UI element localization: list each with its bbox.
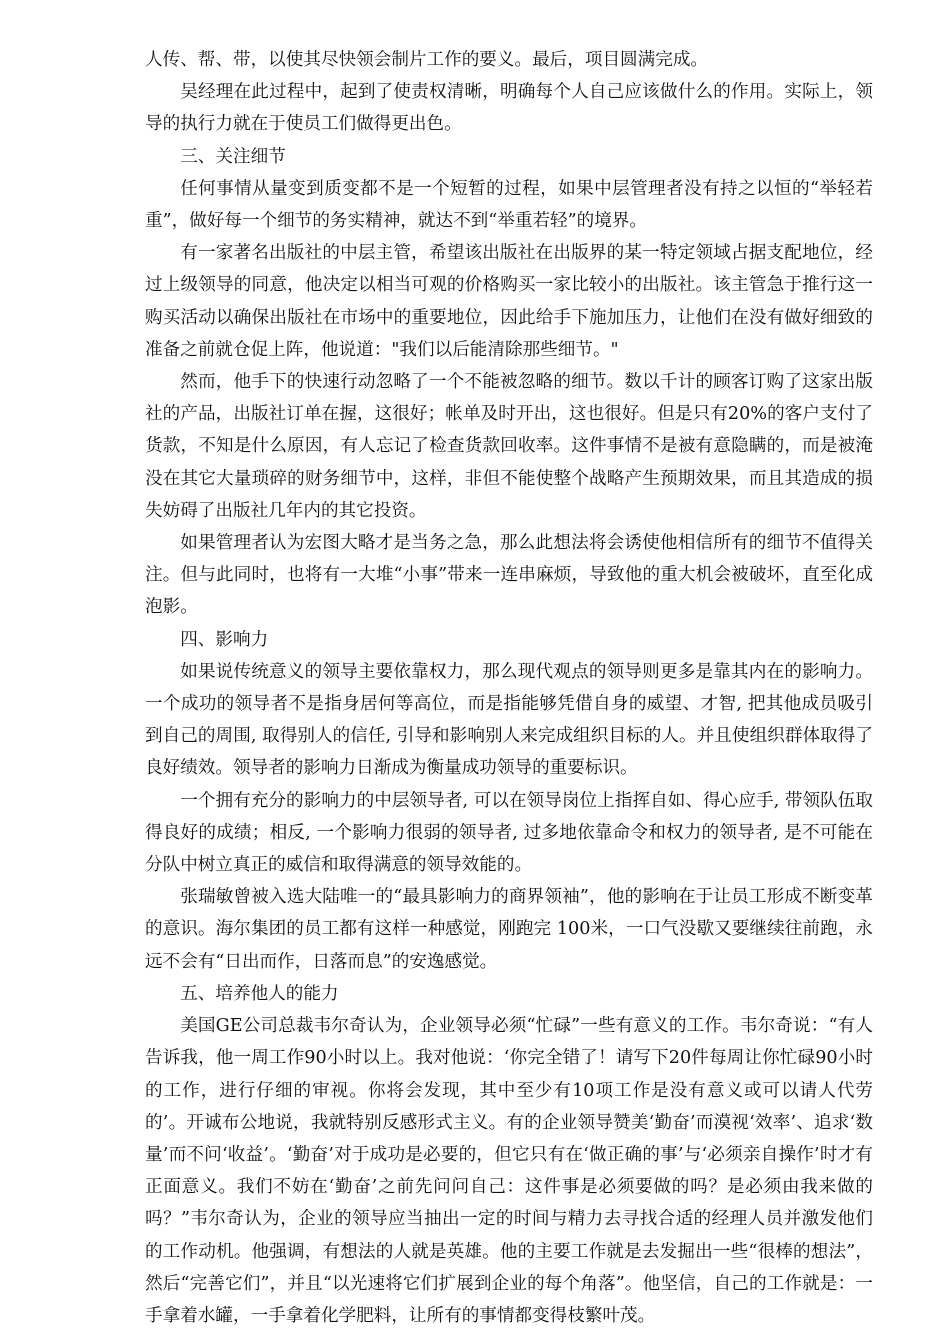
section-heading-details: 三、关注细节 bbox=[180, 146, 286, 167]
paragraph-wu-manager: 吴经理在此过程中，起到了使责权清晰，明确每个人自己应该做什么的作用。实际上，领导的执行力就在于使员工们做得更出色。 bbox=[145, 82, 873, 135]
paragraph-influence-intro: 如果说传统意义的领导主要依靠权力，那么现代观点的领导则更多是靠其内在的影响力。一个成功的领导者不是指身居何等高位，而是指能够凭借自身的威望、才智, 把其他成员吸引到自己的周围, 取得别人的信任, 引导和影响别人来完成组织目标的人。并且使组织群体取得了良好绩效。领导者的影响力日渐成为衡量成功领导的重要标识。 bbox=[145, 661, 873, 779]
paragraph-influence-leader: 一个拥有充分的影响力的中层领导者, 可以在领导岗位上指挥自如、得心应手, 带领队伍取得良好的成绩；相反, 一个影响力很弱的领导者, 过多地依靠命令和权力的领导者, 是不可能在分队中树立真正的威信和取得满意的领导效能的。 bbox=[145, 790, 873, 876]
section-heading-influence: 四、影响力 bbox=[180, 629, 269, 650]
paragraph-welch: 美国GE公司总裁韦尔奇认为，企业领导必须“忙碌”一些有意义的工作。韦尔奇说：“有人告诉我，他一周工作90小时以上。我对他说：‘你完全错了！请写下20件每周让你忙碌90小时的工作，进行仔细的审视。你将会发现，其中至少有10项工作是没有意义或可以请人代劳的’。开诚布公地说，我就特别反感形式主义。有的企业领导赞美‘勤奋’而漠视‘效率’、追求‘数量’而不问‘收益’。‘勤奋’对于成功是必要的，但它只有在‘做正确的事’与‘必须亲自操作’时才有正面意义。我们不妨在‘勤奋’之前先问问自己：这件事是必须要做的吗？是必须由我来做的吗？”韦尔奇认为，企业的领导应当抽出一定的时间与精力去寻找合适的经理人员并激发他们的工作动机。他强调，有想法的人就是英雄。他的主要工作就是去发掘出一些“很棒的想法”，然后“完善它们”，并且“以光速将它们扩展到企业的每个角落”。他坚信，自己的工作就是：一手拿着水罐，一手拿着化学肥料，让所有的事情都变得枝繁叶茂。 bbox=[145, 1016, 873, 1326]
section-heading-develop-others: 五、培养他人的能力 bbox=[180, 983, 339, 1004]
paragraph-zhang-ruimin: 张瑞敏曾被入选大陆唯一的“最具影响力的商界领袖”，他的影响在于让员工形成不断变革的意识。海尔集团的员工都有这样一种感觉，刚跑完 100米，一口气没歇又要继续往前跑，永远不会有“日出而作，日落而息”的安逸感觉。 bbox=[145, 887, 873, 972]
document-page bbox=[145, 44, 873, 1332]
paragraph-continuation: 人传、帮、带，以使其尽快领会制片工作的要义。最后，项目圆满完成。 bbox=[145, 50, 709, 70]
paragraph-publisher-story: 有一家著名出版社的中层主管，希望该出版社在出版界的某一特定领域占据支配地位，经过上级领导的同意，他决定以相当可观的价格购买一家比较小的出版社。该主管急于推行这一购买活动以确保出版社在市场中的重要地位，因此给手下施加压力，让他们在没有做好细致的准备之前就仓促上阵，他说道："我们以后能清除那些细节。" bbox=[145, 243, 873, 360]
paragraph-details-conclusion: 如果管理者认为宏图大略才是当务之急，那么此想法将会诱使他相信所有的细节不值得关注。但与此同时，也将有一大堆“小事”带来一连串麻烦，导致他的重大机会被破坏，直至化成泡影。 bbox=[145, 533, 873, 618]
paragraph-details-intro: 任何事情从量变到质变都不是一个短暂的过程，如果中层管理者没有持之以恒的“举轻若重”，做好每一个细节的务实精神，就达不到“举重若轻”的境界。 bbox=[145, 178, 873, 232]
paragraph-publisher-outcome: 然而，他手下的快速行动忽略了一个不能被忽略的细节。数以千计的顾客订购了这家出版社的产品，出版社订单在握，这很好；帐单及时开出，这也很好。但是只有20%的客户支付了货款，不知是什么原因，有人忘记了检查货款回收率。这件事情不是被有意隐瞒的，而是被淹没在其它大量琐碎的财务细节中，这样，非但不能使整个战略产生预期效果，而且其造成的损失妨碍了出版社几年内的其它投资。 bbox=[145, 372, 873, 521]
